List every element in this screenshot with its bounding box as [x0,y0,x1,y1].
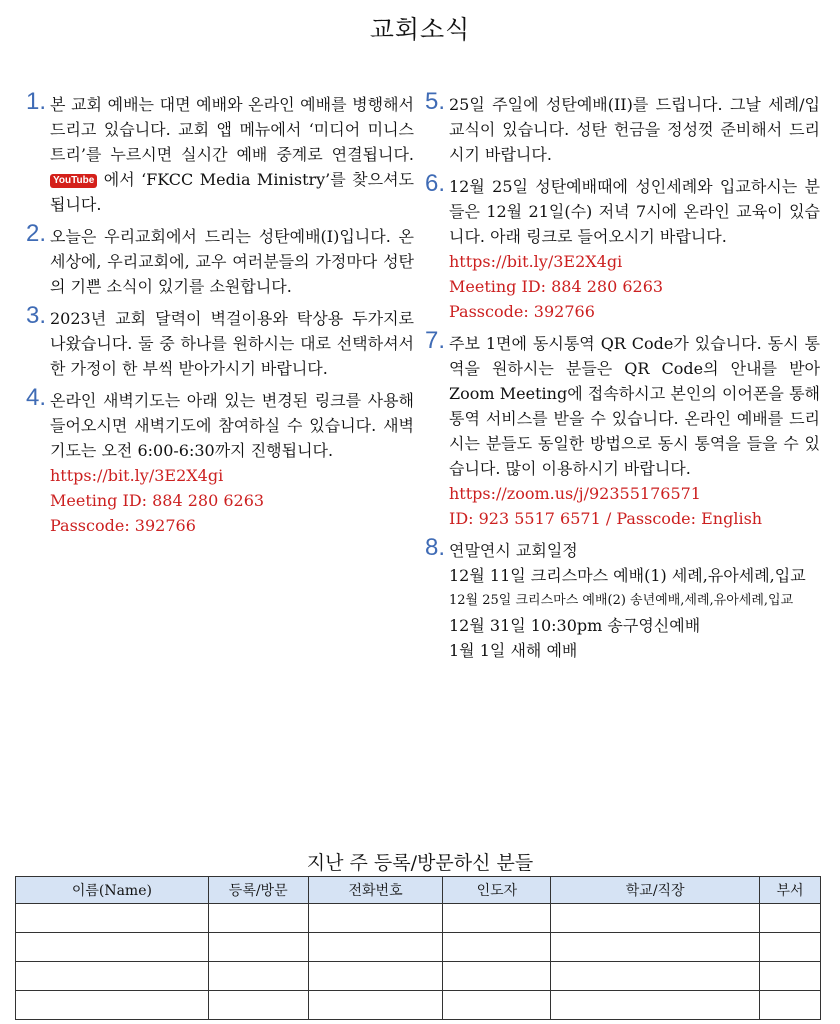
zoom-link[interactable]: https://bit.ly/3E2X4gi [449,252,623,271]
header-phone: 전화번호 [308,877,443,904]
right-column [425,88,820,670]
header-register-visit: 등록/방문 [208,877,308,904]
table-cell[interactable] [16,933,209,962]
table-cell[interactable] [551,904,760,933]
table-cell[interactable] [308,904,443,933]
schedule-line: 1월 1일 새해 예배 [449,641,578,660]
table-cell[interactable] [16,991,209,1020]
item-text: 온라인 새벽기도는 아래 있는 변경된 링크를 사용해 들어오시면 새벽기도에 참여하실 수 있습니다. 새벽기도는 오전 6:00-6:30까지 진행됩니다. [50,391,414,460]
table-cell[interactable] [208,962,308,991]
table-cell[interactable] [443,904,551,933]
header-guide: 인도자 [443,877,551,904]
table-cell[interactable] [760,904,821,933]
news-item-5 [425,88,820,167]
left-column [26,88,414,545]
news-item-6 [425,170,820,324]
item-text: 본 교회 예배는 대면 예배와 온라인 예배를 병행해서 드리고 있습니다. 교회 앱 메뉴에서 ‘미디어 미니스트리’를 누르시면 실시간 예배 중계로 연결됩니다. [50,95,414,164]
item-number: 6. [425,170,446,197]
item-number: 5. [425,88,446,115]
table-cell[interactable] [208,933,308,962]
item-number: 1. [26,88,47,115]
news-item-7 [425,327,820,531]
item-text: 2023년 교회 달력이 벽걸이용와 탁상용 두가지로 나왔습니다. 둘 중 하나를 원하시는 대로 선택하셔서 한 가정이 한 부씩 받아가시기 바랍니다. [50,309,414,378]
news-item-8 [425,534,820,663]
news-item-1 [26,88,414,217]
table-cell[interactable] [551,991,760,1020]
table-row [16,933,821,962]
table-cell[interactable] [760,933,821,962]
item-number: 3. [26,302,47,329]
table-cell[interactable] [443,991,551,1020]
page-title: 교회소식 [369,15,471,44]
news-item-4 [26,384,414,538]
table-cell[interactable] [551,962,760,991]
news-item-2 [26,220,414,299]
table-cell[interactable] [308,933,443,962]
item-text: 12월 25일 성탄예배때에 성인세례와 입교하시는 분들은 12월 21일(수) 저녁 7시에 온라인 교육이 있습니다. 아래 링크로 들어오시기 바랍니다. [449,177,820,246]
item-number: 4. [26,384,47,411]
item-text: 주보 1면에 동시통역 QR Code가 있습니다. 동시 통역을 원하시는 분들은 QR Code의 안내를 받아 Zoom Meeting에 접속하시고 본인의 이어폰을 통해 통역 서비스를 받을 수 있습니다. 온라인 예배를 드리시는 분들도 동일한 방법으로 동시 통역을 들을 수 있습니다. 많이 이용하시기 바랍니다. [449,334,820,478]
table-cell[interactable] [760,991,821,1020]
meeting-id: Meeting ID: 884 280 6263 [50,491,265,510]
item-text: 25일 주일에 성탄예배(II)를 드립니다. 그날 세례/입교식이 있습니다. 성탄 헌금을 정성껏 준비해서 드리시기 바랍니다. [449,95,820,164]
meeting-id: ID: 923 5517 6571 / Passcode: English [449,509,763,528]
item-number: 7. [425,327,446,354]
table-cell[interactable] [208,904,308,933]
table-cell[interactable] [760,962,821,991]
table-header-row [16,877,821,904]
header-school-work: 학교/직장 [551,877,760,904]
item-number: 8. [425,534,446,561]
table-cell[interactable] [551,933,760,962]
table-cell[interactable] [443,933,551,962]
table-title: 지난 주 등록/방문하신 분들 [306,852,534,874]
youtube-logo-icon: YouTube [50,174,97,188]
registration-table [15,876,821,1020]
schedule-line: 12월 25일 크리스마스 예배(2) 송년예배,세례,유아세례,입교 [449,593,794,608]
table-cell[interactable] [208,991,308,1020]
table-cell[interactable] [16,904,209,933]
news-item-3 [26,302,414,381]
table-cell[interactable] [443,962,551,991]
meeting-id: Meeting ID: 884 280 6263 [449,277,664,296]
item-text: 연말연시 교회일정 [449,541,578,560]
passcode: Passcode: 392766 [449,302,595,321]
table-row [16,991,821,1020]
passcode: Passcode: 392766 [50,516,196,535]
table-cell[interactable] [308,962,443,991]
header-name: 이름(Name) [16,877,209,904]
zoom-link[interactable]: https://zoom.us/j/92355176571 [449,484,701,503]
table-row [16,904,821,933]
table-cell[interactable] [308,991,443,1020]
item-text: 오늘은 우리교회에서 드리는 성탄예배(I)입니다. 온 세상에, 우리교회에, 교우 여러분들의 가정마다 성탄의 기쁜 소식이 있기를 소원합니다. [50,227,414,296]
zoom-link[interactable]: https://bit.ly/3E2X4gi [50,466,224,485]
table-row [16,962,821,991]
item-number: 2. [26,220,47,247]
table-cell[interactable] [16,962,209,991]
header-department: 부서 [760,877,821,904]
schedule-line: 12월 11일 크리스마스 예배(1) 세례,유아세례,입교 [449,566,806,585]
item-text-continued: 에서 ‘FKCC Media Ministry’를 찾으셔도 됩니다. [50,170,414,214]
schedule-line: 12월 31일 10:30pm 송구영신예배 [449,616,701,635]
